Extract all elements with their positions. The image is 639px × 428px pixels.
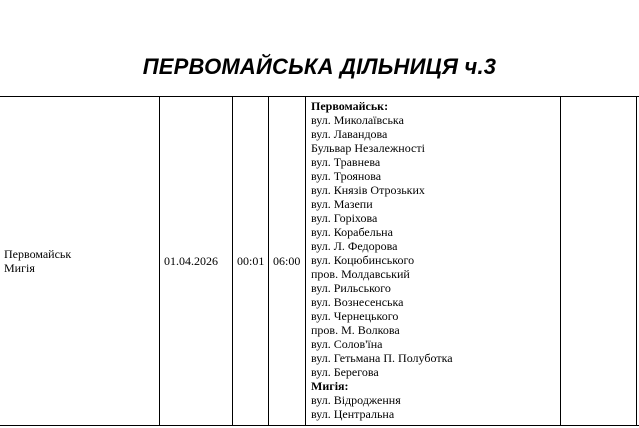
table-bottom-border: [0, 425, 639, 426]
street-item: вул. Л. Федорова: [311, 239, 398, 253]
street-item: вул. Центральна: [311, 407, 395, 421]
outage-start-time: 00:01: [237, 254, 265, 268]
settlement-heading: Первомайськ:: [311, 99, 389, 113]
street-item: вул. Коцюбинського: [311, 253, 415, 267]
street-item: вул. Берегова: [311, 365, 379, 379]
street-item: вул. Вознесенська: [311, 295, 404, 309]
column-divider: [232, 96, 233, 426]
street-item: вул. Корабельна: [311, 225, 393, 239]
street-item: вул. Лавандова: [311, 127, 388, 141]
street-item: пров. М. Волкова: [311, 323, 400, 337]
column-divider: [560, 96, 561, 426]
table-top-border: [0, 96, 639, 97]
street-item: Бульвар Незалежності: [311, 141, 425, 155]
street-item: вул. Мазепи: [311, 197, 373, 211]
street-item: вул. Травнева: [311, 155, 381, 169]
street-item: вул. Відродження: [311, 393, 401, 407]
settlement-name: Первомайськ: [4, 247, 72, 261]
street-item: пров. Молдавський: [311, 267, 410, 281]
street-item: вул. Рильського: [311, 281, 391, 295]
street-item: вул. Солов'їна: [311, 337, 383, 351]
street-item: вул. Князів Отрозьких: [311, 183, 425, 197]
column-divider: [268, 96, 269, 426]
street-item: вул. Миколаївська: [311, 113, 404, 127]
settlement-name: Мигія: [4, 261, 35, 275]
street-item: вул. Чернецького: [311, 309, 399, 323]
street-item: вул. Горіхова: [311, 211, 378, 225]
outage-date: 01.04.2026: [164, 254, 218, 268]
settlement-heading: Мигія:: [311, 379, 349, 393]
street-item: вул. Гетьмана П. Полуботка: [311, 351, 453, 365]
street-item: вул. Троянова: [311, 169, 382, 183]
column-divider: [636, 96, 637, 426]
page-title: ПЕРВОМАЙСЬКА ДІЛЬНИЦЯ ч.3: [142, 54, 497, 79]
column-divider: [159, 96, 160, 426]
street-list: [311, 99, 453, 421]
outage-end-time: 06:00: [273, 254, 301, 268]
column-divider: [305, 96, 306, 426]
